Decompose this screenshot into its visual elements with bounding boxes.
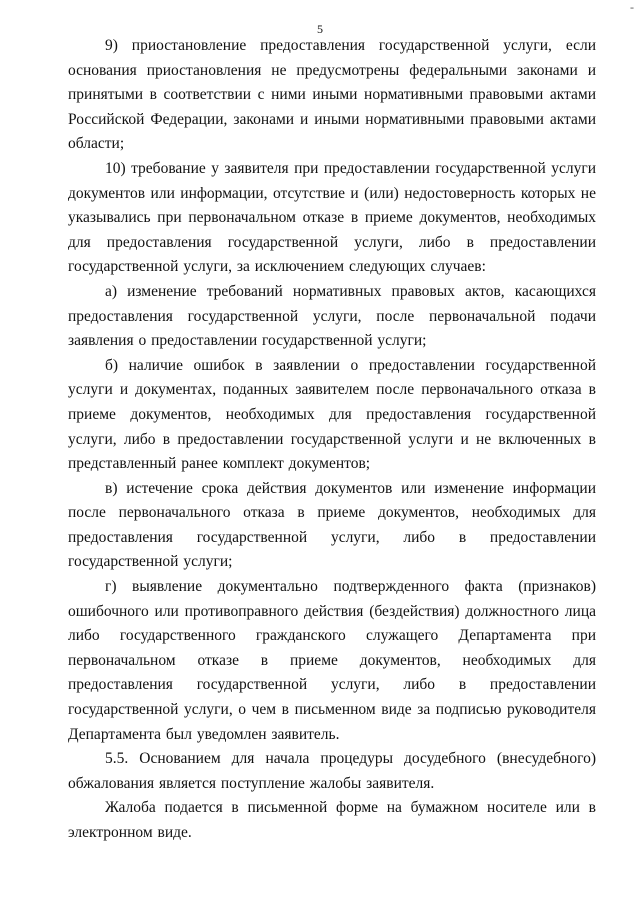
paragraph-item-10: 10) требование у заявителя при предоставлении государственной услуги документов или информации, отсутствие и (или) недостоверность которых не указывались при первоначальном отказе в приеме документов, необходимых для предоставления государственной услуги, либо в предоставлении государственной услуги, за исключением следующих случаев: [68,159,596,276]
paragraph-subitem-g: г) выявление документально подтвержденного факта (признаков) ошибочного или противоправного действия (бездействия) должностного лица либо государственного гражданского служащего Департамента при первоначальном отказе в приеме документов, необходимых для предоставления государственной услуги, либо в предоставлении государственной услуги, о чем в письменном виде за подписью руководителя Департамента был уведомлен заявитель. [68,578,596,743]
paragraph-section-5-5: 5.5. Основанием для начала процедуры досудебного (внесудебного) обжалования является поступление жалобы заявителя. [68,750,596,792]
paragraph-item-9: 9) приостановление предоставления государственной услуги, если основания приостановления не предусмотрены федеральными законами и принятыми в соответствии с ними иными нормативными правовыми актами Российской Федерации, законами и иными нормативными правовыми актами области; [68,37,596,153]
body-text [68,34,596,846]
paragraph-complaint-form: Жалоба подается в письменной форме на бумажном носителе или в электронном виде. [68,799,596,841]
page-number: 5 [317,22,323,36]
corner-mark: - [630,0,634,14]
paragraph-subitem-b: б) наличие ошибок в заявлении о предоставлении государственной услуги и документах, поданных заявителем после первоначального отказа в приеме документов, необходимых для предоставления государственной услуги, либо в предоставлении государственной услуги и не включенных в представленный ранее комплект документов; [68,356,596,473]
paragraph-subitem-a: а) изменение требований нормативных правовых актов, касающихся предоставления государственной услуги, после первоначальной подачи заявления о предоставлении государственной услуги; [68,282,596,350]
paragraph-subitem-v: в) истечение срока действия документов или изменение информации после первоначального отказа в приеме документов, необходимых для предоставления государственной услуги, либо в предоставлении государственной услуги; [68,479,596,571]
